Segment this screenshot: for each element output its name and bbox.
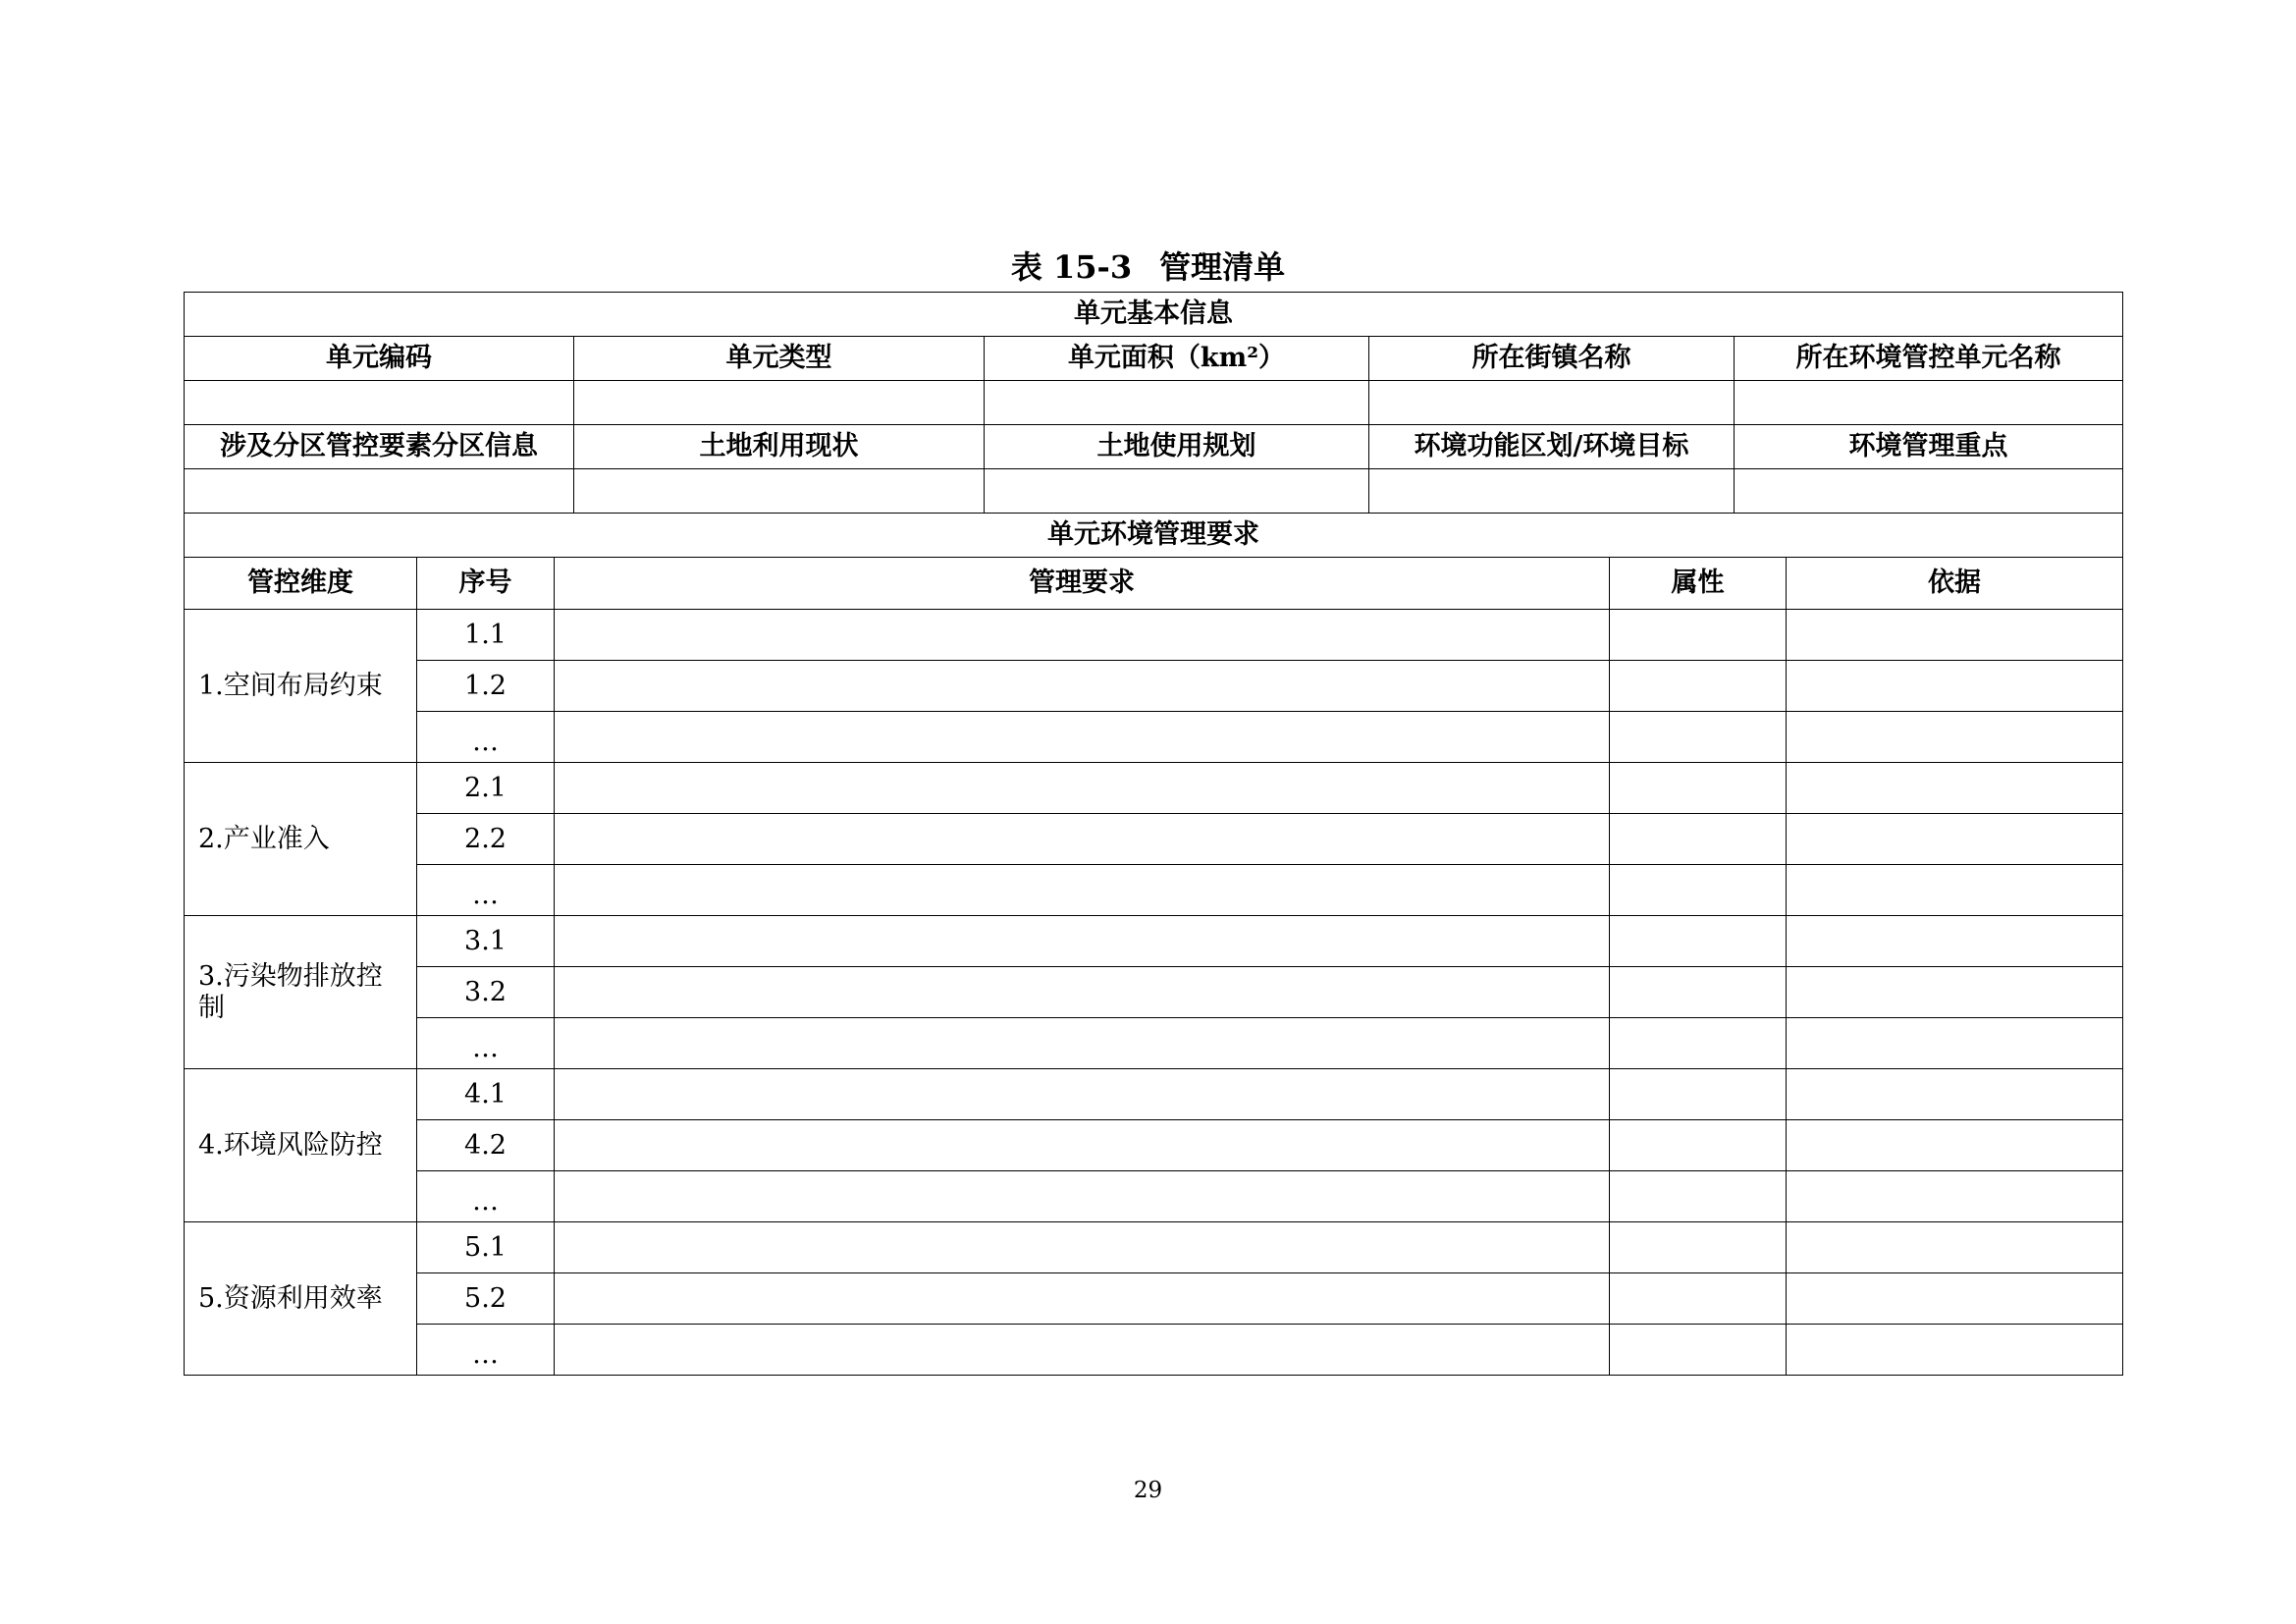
basic-value-row-1 [185, 381, 2123, 425]
requirement-cell[interactable] [555, 916, 1610, 967]
basis-cell[interactable] [1787, 916, 2123, 967]
table-row [185, 1222, 2123, 1273]
requirement-cell[interactable] [555, 814, 1610, 865]
requirement-cell[interactable] [555, 1325, 1610, 1376]
requirement-cell[interactable] [555, 865, 1610, 916]
table-row [185, 1171, 2123, 1222]
dimension-cell: 2.产业准入 [185, 763, 417, 916]
table-row [185, 1018, 2123, 1069]
attribute-cell[interactable] [1610, 1325, 1787, 1376]
table-row [185, 1273, 2123, 1325]
seq-cell: 3.1 [417, 916, 555, 967]
basis-cell[interactable] [1787, 967, 2123, 1018]
attribute-cell[interactable] [1610, 1120, 1787, 1171]
requirement-cell[interactable] [555, 661, 1610, 712]
attribute-cell[interactable] [1610, 610, 1787, 661]
basis-cell[interactable] [1787, 1120, 2123, 1171]
table-row [185, 1069, 2123, 1120]
seq-cell: 4.1 [417, 1069, 555, 1120]
attribute-cell[interactable] [1610, 967, 1787, 1018]
table-row [185, 712, 2123, 763]
attribute-cell[interactable] [1610, 661, 1787, 712]
requirement-cell[interactable] [555, 763, 1610, 814]
basic-value-row-2 [185, 469, 2123, 514]
attribute-cell[interactable] [1610, 916, 1787, 967]
unit-code-header: 单元编码 [185, 337, 574, 381]
seq-cell: … [417, 1018, 555, 1069]
basis-cell[interactable] [1787, 610, 2123, 661]
seq-cell: … [417, 712, 555, 763]
seq-cell: 5.2 [417, 1273, 555, 1325]
table-row [185, 967, 2123, 1018]
basis-header: 依据 [1787, 558, 2123, 610]
requirements-table [184, 557, 2123, 1376]
table-row [185, 814, 2123, 865]
table-title [0, 245, 2296, 289]
basis-cell[interactable] [1787, 1069, 2123, 1120]
basis-cell[interactable] [1787, 661, 2123, 712]
seq-cell: 1.2 [417, 661, 555, 712]
env-management-focus-cell[interactable] [1735, 469, 2123, 514]
dimension-cell: 4.环境风险防控 [185, 1069, 417, 1222]
dimension-cell: 1.空间布局约束 [185, 610, 417, 763]
street-town-cell[interactable] [1369, 381, 1735, 425]
table-name: 管理清单 [1159, 248, 1286, 286]
attribute-cell[interactable] [1610, 1222, 1787, 1273]
basis-cell[interactable] [1787, 1171, 2123, 1222]
land-use-plan-cell[interactable] [985, 469, 1369, 514]
table-row [185, 1120, 2123, 1171]
basis-cell[interactable] [1787, 1325, 2123, 1376]
seq-cell: 2.2 [417, 814, 555, 865]
attribute-header: 属性 [1610, 558, 1787, 610]
table-row [185, 661, 2123, 712]
unit-code-cell[interactable] [185, 381, 574, 425]
requirement-cell[interactable] [555, 1018, 1610, 1069]
seq-header: 序号 [417, 558, 555, 610]
control-unit-name-header: 所在环境管控单元名称 [1735, 337, 2123, 381]
attribute-cell[interactable] [1610, 865, 1787, 916]
attribute-cell[interactable] [1610, 763, 1787, 814]
requirement-cell[interactable] [555, 967, 1610, 1018]
table-number: 表 15-3 [1010, 248, 1133, 286]
dimension-header: 管控维度 [185, 558, 417, 610]
street-town-header: 所在街镇名称 [1369, 337, 1735, 381]
basis-cell[interactable] [1787, 712, 2123, 763]
requirement-cell[interactable] [555, 1069, 1610, 1120]
seq-cell: … [417, 865, 555, 916]
table-row [185, 1325, 2123, 1376]
attribute-cell[interactable] [1610, 814, 1787, 865]
table-row [185, 865, 2123, 916]
seq-cell: 5.1 [417, 1222, 555, 1273]
requirement-cell[interactable] [555, 610, 1610, 661]
unit-type-header: 单元类型 [574, 337, 985, 381]
basic-header-row-1 [185, 337, 2123, 381]
unit-area-header: 单元面积（km²） [985, 337, 1369, 381]
attribute-cell[interactable] [1610, 1069, 1787, 1120]
basis-cell[interactable] [1787, 865, 2123, 916]
env-management-focus-header: 环境管理重点 [1735, 425, 2123, 469]
land-use-status-cell[interactable] [574, 469, 985, 514]
requirements-section-title: 单元环境管理要求 [185, 514, 2123, 558]
land-use-status-header: 土地利用现状 [574, 425, 985, 469]
attribute-cell[interactable] [1610, 1273, 1787, 1325]
seq-cell: 3.2 [417, 967, 555, 1018]
zoning-info-cell[interactable] [185, 469, 574, 514]
unit-type-cell[interactable] [574, 381, 985, 425]
basis-cell[interactable] [1787, 1222, 2123, 1273]
requirement-cell[interactable] [555, 1120, 1610, 1171]
attribute-cell[interactable] [1610, 712, 1787, 763]
basic-header-row-2 [185, 425, 2123, 469]
basic-info-table [184, 292, 2123, 558]
attribute-cell[interactable] [1610, 1018, 1787, 1069]
dimension-cell: 5.资源利用效率 [185, 1222, 417, 1376]
basis-cell[interactable] [1787, 763, 2123, 814]
basic-info-section-title: 单元基本信息 [185, 293, 2123, 337]
env-function-zone-cell[interactable] [1369, 469, 1735, 514]
zoning-info-header: 涉及分区管控要素分区信息 [185, 425, 574, 469]
basis-cell[interactable] [1787, 814, 2123, 865]
env-function-zone-header: 环境功能区划/环境目标 [1369, 425, 1735, 469]
table-row [185, 916, 2123, 967]
table-row [185, 763, 2123, 814]
requirement-header: 管理要求 [555, 558, 1610, 610]
dimension-cell: 3.污染物排放控制 [185, 916, 417, 1069]
requirements-header-row [185, 558, 2123, 610]
land-use-plan-header: 土地使用规划 [985, 425, 1369, 469]
attribute-cell[interactable] [1610, 1171, 1787, 1222]
requirement-cell[interactable] [555, 1222, 1610, 1273]
seq-cell: … [417, 1171, 555, 1222]
seq-cell: 4.2 [417, 1120, 555, 1171]
basis-cell[interactable] [1787, 1018, 2123, 1069]
unit-area-cell[interactable] [985, 381, 1369, 425]
seq-cell: 2.1 [417, 763, 555, 814]
seq-cell: 1.1 [417, 610, 555, 661]
page-number: 29 [1133, 1478, 1163, 1503]
requirement-cell[interactable] [555, 712, 1610, 763]
table-row [185, 610, 2123, 661]
requirement-cell[interactable] [555, 1273, 1610, 1325]
seq-cell: … [417, 1325, 555, 1376]
basis-cell[interactable] [1787, 1273, 2123, 1325]
requirement-cell[interactable] [555, 1171, 1610, 1222]
control-unit-name-cell[interactable] [1735, 381, 2123, 425]
